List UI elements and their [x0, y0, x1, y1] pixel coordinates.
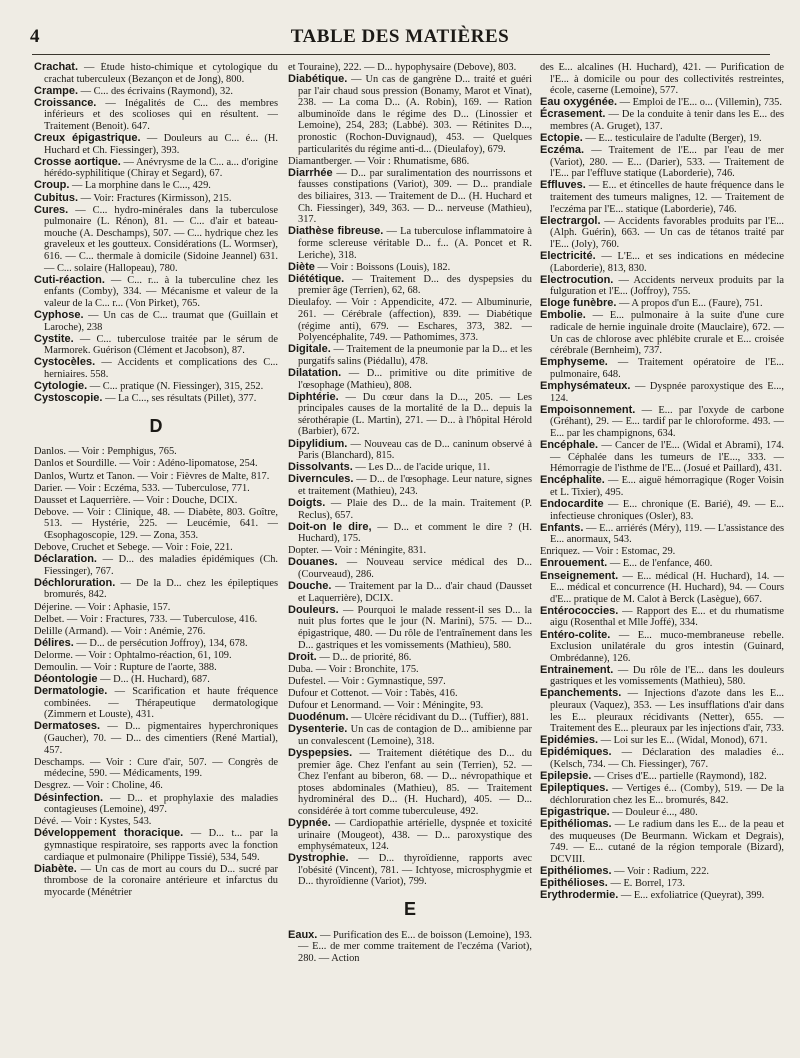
- index-entry: [288, 605, 532, 651]
- entry-headword: Epithéliomes.: [540, 864, 612, 877]
- entry-text: — D... thyroïdienne, rapports avec l'obésité (Vincent), 781. — Ichtyose, microsphygmie et D... thyroïdienne (Variot), 799.: [298, 853, 532, 888]
- index-entry: [34, 98, 278, 133]
- entry-text: — D... primitive ou dite primitive de l'œsophage (Mathieu), 808.: [298, 367, 532, 391]
- entry-headword: Doigts.: [288, 496, 326, 509]
- entry-text: — Voir : Boissons (Louis), 182.: [314, 261, 451, 273]
- index-entry: [540, 298, 784, 310]
- index-entry: [34, 180, 278, 192]
- index-entry: [540, 310, 784, 356]
- entry-headword: Epanchements.: [540, 687, 622, 700]
- entry-text: Desgrez. — Voir : Choline, 46.: [34, 780, 163, 792]
- index-entry: [288, 344, 532, 367]
- entry-headword: Cuti-réaction.: [34, 273, 105, 286]
- entry-text: Déjerine. — Voir : Aphasie, 157.: [34, 601, 171, 613]
- index-entry: [34, 757, 278, 780]
- index-entry: [34, 626, 278, 638]
- index-entry: [540, 630, 784, 665]
- index-entry: [540, 819, 784, 865]
- entry-headword: Développement thoracique.: [34, 827, 184, 840]
- entry-text: — Purification des E... de boisson (Lemoine), 193. — E... de mer comme traitement de l'eczéma (Variot), 280. — Action: [298, 929, 532, 964]
- entry-headword: Diarrhée: [288, 166, 333, 179]
- entry-text: — C... des écrivains (Raymond), 32.: [78, 85, 233, 97]
- entry-text: — Traitement de l'E... par l'eau de mer (Variot), 280. — E... (Darier), 533. — Traitement de l'E... par l'effluve statique (Laborderie), 746.: [550, 145, 784, 180]
- entry-headword: Embolie.: [540, 309, 586, 322]
- entry-headword: Délires.: [34, 636, 74, 649]
- entry-headword: Enfants.: [540, 521, 584, 534]
- entry-text: — Du rôle de l'E... dans les douleurs gastriques et les vomissements (Mathieu), 580.: [550, 664, 784, 688]
- entry-text: — Un cas de gangrène D... traité et guéri par l'air chaud sous pression (Bonamy, Marot et Vinat), 238. — La coma D... (A. Robin), 169. — Ration albuminoïde dans le régime des D... (Linossier et Lemoine), 254, 283; (Labbé). 303. — Rétinites D..., pronostic (Rochon-Duvignaud), 453. — Quelques particularités du régime anti-d... (Dieulafoy), 679.: [298, 74, 532, 155]
- section-letter: D: [149, 415, 163, 436]
- entry-headword: Droit.: [288, 650, 317, 663]
- entry-headword: Cystoscopie.: [34, 392, 103, 405]
- entry-headword: Epilepsie.: [540, 770, 592, 783]
- entry-text: et Touraine), 222. — D... hypophysaire (Debove), 803.: [288, 62, 517, 73]
- entry-headword: Diabétique.: [288, 73, 348, 86]
- entry-text: — Accidents favorables produits par l'E... (Alph. Guérin), 663. — Un cas de tétanos traité par l'E... (Joly), 760.: [550, 215, 784, 250]
- index-entry: [540, 523, 784, 546]
- entry-headword: Encéphalite.: [540, 474, 605, 487]
- entry-headword: Déchloruration.: [34, 576, 116, 589]
- index-entry: [34, 721, 278, 756]
- index-entry: [288, 712, 532, 724]
- entry-headword: Déclaration.: [34, 553, 97, 566]
- index-entry: [540, 771, 784, 783]
- entry-headword: Epigastrique.: [540, 805, 610, 818]
- entry-text: — Cancer de l'E... (Widal et Abrami), 174. — Céphalée dans les tumeurs de l'E..., 333. — Hémorragie de l'isthme de l'E... (Josué et Paillard), 431.: [550, 440, 784, 475]
- entry-text: — E... aiguë hémorragique (Roger Voisin et L. Tixier), 495.: [550, 475, 784, 498]
- entry-headword: Dipylidium.: [288, 437, 348, 450]
- entry-text: — Traitement diététique des D... du premier âge. Chez l'enfant au sein (Terrien), 52. — Chez l'enfant au biberon, 68. — D... névropathique et ptoses abdominales (Mathieu), 85. — Traitement hydrominéral des D... (H. Huchard), 405. — D... considérée à tort comme tuberculeuse, 492.: [298, 747, 532, 817]
- entry-headword: Douleurs.: [288, 603, 339, 616]
- index-entry: [288, 748, 532, 818]
- entry-text: — Nouveau service médical des D... (Courveaud), 286.: [298, 557, 532, 581]
- entry-text: — Dyspnée paroxystique des E..., 124.: [550, 381, 784, 404]
- index-entry: [540, 606, 784, 629]
- index-entry: [34, 86, 278, 98]
- entry-headword: Entéro-colite.: [540, 628, 611, 641]
- entry-text: — Traitement par la D... d'air chaud (Dausset et Laquerrière), DCIX.: [298, 581, 532, 604]
- entry-text: Diamantberger. — Voir : Rhumatisme, 686.: [288, 155, 470, 167]
- index-entry: [540, 251, 784, 274]
- index-entry: [540, 890, 784, 902]
- index-entry: [540, 405, 784, 440]
- entry-headword: Eczéma.: [540, 144, 585, 157]
- entry-text: — La C..., ses résultats (Pillet), 377.: [102, 393, 257, 405]
- entry-text: Enriquez. — Voir : Estomac, 29.: [540, 546, 676, 558]
- index-entry: [288, 498, 532, 521]
- entry-text: — Ulcère récidivant du D... (Tuffier), 881.: [348, 712, 529, 724]
- index-entry: [540, 866, 784, 878]
- index-entry: [288, 724, 532, 747]
- entry-headword: Dypnée.: [288, 817, 331, 829]
- entry-text: — Scarification et haute fréquence combinées. — Thérapeutique dermatologique (Zimmern et Louste), 431.: [44, 686, 278, 721]
- index-entry: [288, 168, 532, 226]
- index-entry: [288, 392, 532, 438]
- section-letter: E: [403, 899, 416, 920]
- index-entry: [34, 554, 278, 577]
- entry-headword: Epidémies.: [540, 734, 599, 747]
- index-entry: [288, 818, 532, 853]
- entry-headword: Empoisonnement.: [540, 403, 636, 416]
- entry-headword: Electrargol.: [540, 214, 601, 227]
- index-entry: [288, 930, 532, 965]
- index-entry: [34, 458, 278, 470]
- entry-text: — La morphine dans le C..., 429.: [69, 180, 211, 192]
- index-entry: [288, 262, 532, 274]
- entry-text: — E... de l'enfance, 460.: [607, 558, 713, 570]
- index-entry: [34, 275, 278, 310]
- entry-headword: Encéphale.: [540, 439, 599, 451]
- entry-headword: Epithéliomas.: [540, 818, 612, 830]
- entry-text: — La tuberculose inflammatoire à forme sclereuse véritable D... f... (A. Poncet et R. Leriche), 318.: [298, 226, 532, 261]
- entry-text: — E... par l'oxyde de carbone (Gréhant), 29. — E... tardif par le chloroforme. 493. — E... par les champignons, 634.: [550, 404, 784, 439]
- entry-headword: Emphyseme.: [540, 356, 608, 369]
- index-entry: [288, 522, 532, 545]
- entry-headword: Enseignement.: [540, 569, 619, 582]
- index-entry: [34, 446, 278, 458]
- index-entry: [540, 878, 784, 890]
- index-entry: [34, 393, 278, 405]
- entry-text: — E... chronique (E. Barié), 49. — E... infectieuse chroniques (Osler), 83.: [550, 498, 784, 522]
- index-entry: [288, 700, 532, 712]
- entry-text: Debove. — Voir : Clinique, 48. — Diabète, 803. Goître, 513. — Hystérie, 225. — Leucémie, 641. — Œsophagoscopie, 129. — Zona, 353.: [34, 506, 278, 541]
- index-entry: [540, 62, 784, 97]
- page-title: TABLE DES MATIÈRES: [290, 26, 510, 47]
- entry-text: — D... pigmentaires hyperchroniques (Gaucher), 70. — D... des cimentiers (René Martial), 457.: [44, 721, 278, 756]
- entry-text: Dieulafoy. — Voir : Appendicite, 472. — Albuminurie, 261. — Cérébrale (affection), 839. — Diabétique (régime anti), 679. — Eschares, 373, 382. — Polyencéphalite, 749. — Pathomimes, 373.: [288, 297, 532, 344]
- entry-headword: Endocardite: [540, 497, 604, 510]
- entry-text: — E. Borrel, 173.: [607, 877, 685, 889]
- entry-headword: Epileptiques.: [540, 782, 609, 795]
- entry-text: — E... pulmonaire à la suite d'une cure radicale de hernie inguinale droite (Mauclaire), 672. — Un cas de chlorose avec phlébite crurale et E... croisée cérébrale (Bernheim), 737.: [550, 310, 784, 357]
- entry-headword: Diététique.: [288, 272, 345, 285]
- entry-text: — Traitement D... des dyspepsies du premier âge (Terrien), 62, 68.: [298, 273, 532, 297]
- index-entry: [34, 662, 278, 674]
- entry-text: Darier. — Voir : Eczéma, 533. — Tuberculose, 771.: [34, 482, 250, 494]
- index-entry: [540, 357, 784, 380]
- entry-text: — E... exfoliatrice (Queyrat), 399.: [618, 890, 765, 902]
- entry-text: — Douleur é..., 480.: [609, 806, 698, 818]
- entry-headword: Erythrodermie.: [540, 889, 619, 902]
- index-entry: [540, 558, 784, 570]
- entry-headword: Cyphose.: [34, 308, 84, 321]
- entry-text: Delille (Armand). — Voir : Anémie, 276.: [34, 625, 206, 637]
- entry-headword: Cures.: [34, 203, 69, 216]
- entry-text: — A propos d'un E... (Faure), 751.: [616, 298, 763, 310]
- entry-text: — Injections d'azote dans les E... pleuraux (Vaquez), 353. — Les insufflations d'air dans les E... pleuraux récidivants (Netter), 655. — Traitement des E... pleuraux par les injections d'air, 733.: [550, 688, 784, 735]
- index-column-1: [34, 62, 278, 1054]
- entry-headword: Dilatation.: [288, 366, 342, 379]
- index-entry: [540, 665, 784, 688]
- index-entry: [34, 650, 278, 662]
- index-column-3: [540, 62, 784, 1054]
- entry-headword: Eloge funèbre.: [540, 297, 617, 310]
- entry-text: — E... testiculaire de l'adulte (Berger), 19.: [582, 133, 762, 145]
- index-entry: [540, 499, 784, 522]
- index-entry: [34, 793, 278, 816]
- index-entry: [288, 853, 532, 888]
- entry-text: — Traitement opératoire de l'E... pulmonaire, 648.: [550, 357, 784, 380]
- entry-headword: Cytologie.: [34, 380, 88, 393]
- entry-text: — Cardiopathie artérielle, dyspnée et toxicité urinaire (Mougeot), 438. — D... paroxystique des emphysémateux, 124.: [298, 818, 532, 853]
- entry-text: — Les D... de l'acide urique, 11.: [352, 462, 490, 474]
- header-rule: [32, 54, 770, 55]
- entry-text: — E... arriérés (Méry), 119. — L'assistance des E... anormaux, 543.: [550, 522, 784, 546]
- entry-text: — Accidents et complications des C... herniaires. 558.: [44, 357, 278, 380]
- index-entry: [288, 439, 532, 462]
- entry-text: — Du cœur dans la D..., 205. — Les principales causes de la mortalité de la D... depuis la sérothérapie (L. Martin), 271. — D... à l'hôpital Hérold (Barbier), 672.: [298, 391, 532, 438]
- entry-headword: Diverncules.: [288, 473, 354, 486]
- index-entry: [288, 688, 532, 700]
- index-entry: [288, 74, 532, 155]
- index-entry: [34, 193, 278, 205]
- index-entry: [540, 109, 784, 132]
- entry-text: Dufestel. — Voir : Gymnastique, 597.: [288, 675, 446, 687]
- index-entry: [288, 274, 532, 297]
- entry-text: des E... alcalines (H. Huchard), 421. — Purification de l'E... à domicile ou pour des collectivités restreintes, école, caserne (Lemoine), 577.: [540, 62, 784, 97]
- index-column-2: [288, 62, 532, 1054]
- entry-text: — C... pratique (N. Fiessinger), 315, 252.: [87, 381, 264, 393]
- index-entry: [288, 557, 532, 580]
- index-entry: [34, 62, 278, 85]
- entry-headword: Creux épigastrique.: [34, 132, 141, 145]
- entry-headword: Crosse aortique.: [34, 155, 121, 168]
- entry-text: — Déclaration des maladies é... (Kelsch, 734. — Ch. Fiessinger), 767.: [550, 747, 784, 771]
- entry-text: Danlos. — Voir : Pemphigus, 765.: [34, 446, 177, 458]
- entry-text: — De la D... chez les épileptiques bromurés, 842.: [44, 577, 278, 601]
- index-entry: [540, 145, 784, 180]
- index-entry: [540, 571, 784, 606]
- entry-text: — D... des maladies épidémiques (Ch. Fiessinger), 767.: [44, 554, 278, 577]
- index-entry: [34, 638, 278, 650]
- entry-headword: Eaux.: [288, 928, 318, 941]
- index-entry: [34, 614, 278, 626]
- entry-headword: Dermatologie.: [34, 685, 108, 698]
- entry-headword: Dystrophie.: [288, 852, 349, 865]
- index-entry: [540, 475, 784, 498]
- index-entry: [540, 440, 784, 475]
- entry-headword: Déontologie: [34, 673, 98, 686]
- index-entry: [288, 581, 532, 604]
- entry-headword: Doit-on le dire,: [288, 520, 372, 533]
- index-entry: [34, 133, 278, 156]
- entry-text: — E... médical (H. Huchard), 14. — E... médical et concurrence (H. Huchard), 94. — Cours d'E... pratique de M. Calot à Berck (Lasègue), 667.: [550, 570, 784, 605]
- entry-text: — Vertiges é... (Comby), 519. — De la déchloruration chez les E... bromurés, 842.: [550, 783, 784, 806]
- entry-text: — D... t... par la gymnastique respiratoire, ses rapports avec la fonction cardiaque et pulmonaire (Philippe Tissié), 534, 549.: [44, 828, 278, 863]
- entry-headword: Désinfection.: [34, 791, 104, 804]
- entry-headword: Eau oxygénée.: [540, 96, 618, 109]
- index-entry: [288, 474, 532, 497]
- entry-headword: Duodénum.: [288, 711, 349, 724]
- entry-headword: Ectopie.: [540, 132, 583, 145]
- index-entry: [288, 156, 532, 168]
- entry-text: Deschamps. — Voir : Cure d'air, 507. — Congrès de médecine, 590. — Médicaments, 199.: [34, 756, 278, 780]
- entry-text: Debove, Cruchet et Sebege. — Voir : Foie, 221.: [34, 542, 233, 554]
- entry-text: — Crises d'E... partielle (Raymond), 182.: [591, 771, 767, 783]
- entry-text: — D... (H. Huchard), 687.: [97, 674, 210, 686]
- index-entry: [34, 471, 278, 483]
- entry-text: Dausset et Laquerrière. — Voir : Douche, DCIX.: [34, 494, 238, 506]
- index-entry: [34, 686, 278, 721]
- entry-text: — D... de l'œsophage. Leur nature, signes et traitement (Mathieu), 243.: [298, 474, 532, 497]
- index-entry: [34, 578, 278, 601]
- entry-text: — Traitement de la pneumonie par la D... et les purgatifs salins (Piédallu), 478.: [298, 344, 532, 367]
- index-entry: [288, 664, 532, 676]
- index-entry: [34, 507, 278, 542]
- entry-headword: Diathèse fibreuse.: [288, 225, 384, 238]
- index-entry: [34, 157, 278, 180]
- entry-text: — Anévrysme de la C... a... d'origine hérédo-syphilitique (Chiray et Segard), 67.: [44, 156, 278, 180]
- entry-text: Dopter. — Voir : Méningite, 831.: [288, 545, 427, 557]
- index-entry: [34, 205, 278, 275]
- entry-headword: Cystocèles.: [34, 356, 96, 369]
- entry-text: — Le radium dans les E... de la peau et des muqueuses (De Beurmann. Wickam et Degrais), 749. — E... cutané de la région temporale (Bizard), DCVIII.: [550, 819, 784, 865]
- entry-text: — E... muco-membraneuse rebelle. Exclusion unilatérale du gros intestin (Guinard, Ombrédanne), 126.: [550, 629, 784, 664]
- entry-headword: Enrouement.: [540, 557, 608, 570]
- entry-headword: Douanes.: [288, 556, 338, 569]
- index-entry: [34, 334, 278, 357]
- entry-text: Danlos, Wurtz et Tanon. — Voir : Fièvres de Malte, 817.: [34, 470, 270, 482]
- index-entry: [34, 381, 278, 393]
- index-entry: [288, 62, 532, 74]
- entry-text: — Un cas de mort au cours du D... sucré par thrombose de la coronaire antérieure et infarctus du myocarde (Ménétrier: [44, 863, 278, 898]
- entry-text: — Loi sur les E... (Widal, Monod), 671.: [598, 735, 768, 747]
- index-entry: [288, 545, 532, 557]
- entry-text: Duba. — Voir : Bronchite, 175.: [288, 663, 419, 675]
- entry-headword: Electricité.: [540, 250, 596, 262]
- entry-text: — De la conduite à tenir dans les E... des membres (A. Gruget), 137.: [550, 109, 784, 132]
- index-entry: [288, 462, 532, 474]
- entry-text: — C... r... à la tuberculine chez les enfants (Comby), 334. — Mécanisme et valeur de la valeur de la C... r... (Von Pirket), 765.: [44, 274, 278, 309]
- entry-text: — Voir : Radium, 222.: [611, 865, 709, 877]
- entry-text: — Accidents nerveux produits par la fulguration et l'E... (Joffroy), 755.: [550, 274, 784, 298]
- entry-text: — Nouveau cas de D... caninum observé à Paris (Blanchard), 815.: [298, 438, 532, 462]
- index-entry: [34, 780, 278, 792]
- entry-text: — C... hydro-minérales dans la tuberculose pulmonaire (L. Rénon), 81. — C... d'air et bateau-mouche (A. Deschamps), 507. — C... hydrique chez les graveleux et les goutteux. Considérations (L. Wormser), 616. — C... thermale à domicile (Sidoine Jeannel) 631. — C... solaire (Hallopeau), 780.: [44, 204, 278, 274]
- entry-text: — C... tuberculose traitée par le sérum de Marmorek. Guérison (Clément et Jacobson), 87.: [44, 333, 278, 357]
- entry-text: — Voir: Fractures (Kirmisson), 215.: [78, 192, 232, 204]
- index-entry: [540, 688, 784, 734]
- index-entry: [288, 368, 532, 391]
- index-entry: [34, 602, 278, 614]
- entry-headword: Diphtérie.: [288, 390, 339, 403]
- index-entry: [288, 297, 532, 343]
- index-entry: [540, 735, 784, 747]
- index-entry: [540, 783, 784, 806]
- index-entry: [34, 495, 278, 507]
- entry-headword: Entrainement.: [540, 663, 614, 676]
- entry-text: — Plaie des D... de la main. Traitement (P. Reclus), 657.: [298, 497, 532, 521]
- index-entry: [288, 226, 532, 261]
- index-entry: [540, 546, 784, 558]
- index-entry: [34, 828, 278, 863]
- entry-headword: Dissolvants.: [288, 461, 353, 474]
- entry-text: — Emploi de l'E... o... (Villemin), 735.: [617, 97, 782, 109]
- entry-text: — Étude histo-chimique et cytologique du crachat tuberculeux (Bezançon et de Jong), 800.: [44, 62, 278, 85]
- entry-headword: Electrocution.: [540, 273, 614, 286]
- index-entry: [34, 816, 278, 828]
- entry-headword: Epithélioses.: [540, 876, 608, 889]
- index-entry: [34, 864, 278, 899]
- index-entry: [540, 747, 784, 770]
- index-entry: [288, 652, 532, 664]
- index-entry: [540, 381, 784, 404]
- index-entry: [540, 275, 784, 298]
- entry-headword: Diète: [288, 260, 315, 273]
- entry-text: — D... et comment le dire ? (H. Huchard), 175.: [298, 521, 532, 545]
- entry-text: Danlos et Sourdille. — Voir : Adéno-lipomatose, 254.: [34, 458, 258, 470]
- entry-text: Un cas de contagion de D... amibienne par un convalescent (Lemoine), 318.: [298, 724, 532, 747]
- entry-text: — Rapport des E... et du rhumatisme aigu (Rosenthal et Mlle Joffé), 334.: [550, 605, 784, 629]
- entry-headword: Dysenterie.: [288, 723, 348, 736]
- entry-text: Delorme. — Voir : Ophtalmo-réaction, 61, 109.: [34, 649, 232, 661]
- index-entry: [540, 807, 784, 819]
- index-entry: [34, 357, 278, 380]
- entry-text: Dufour et Cottenot. — Voir : Tabès, 416.: [288, 687, 458, 699]
- entry-headword: Cystite.: [34, 332, 74, 345]
- entry-headword: Croup.: [34, 179, 70, 192]
- index-entry: [540, 216, 784, 251]
- entry-text: Dufour et Lenormand. — Voir : Méningite, 93.: [288, 700, 484, 712]
- entry-text: — Pourquoi le malade ressent-il ses D... la nuit plus fortes que le jour (N. Marini), 575. — D... épigastrique, 480. — Du rôle de l'entraînement dans les D... gastriques et les vomissements (Mathieu), 580.: [298, 604, 532, 651]
- entry-text: — D... et prophylaxie des maladies contagieuses (Lemoine), 497.: [44, 792, 278, 816]
- entry-headword: Entérococcies.: [540, 604, 619, 617]
- entry-headword: Emphysémateux.: [540, 380, 631, 393]
- index-entry: [540, 133, 784, 145]
- entry-headword: Croissance.: [34, 96, 97, 109]
- page-number: 4: [30, 26, 40, 47]
- entry-text: — D... de persécution Joffroy), 134, 678.: [73, 637, 248, 649]
- entry-headword: Crampe.: [34, 84, 79, 97]
- index-entry: [288, 676, 532, 688]
- entry-headword: Écrasement.: [540, 108, 606, 121]
- entry-text: — Un cas de C... traumat que (Guillain et Laroche), 238: [44, 309, 278, 333]
- entry-headword: Dermatoses.: [34, 720, 101, 733]
- entry-headword: Douche.: [288, 580, 332, 593]
- entry-text: Dévé. — Voir : Kystes, 543.: [34, 816, 152, 828]
- entry-headword: Effluves.: [540, 179, 586, 192]
- entry-text: — L'E... et ses indications en médecine (Laborderie), 813, 830.: [550, 251, 784, 274]
- entry-headword: Cubitus.: [34, 191, 78, 204]
- entry-text: — D... de priorité, 86.: [316, 651, 412, 663]
- entry-text: — Douleurs au C... é... (H. Huchard et Ch. Fiessinger), 393.: [44, 133, 278, 156]
- index-entry: [34, 483, 278, 495]
- entry-text: — E... et étincelles de haute fréquence dans le traitement des tumeurs malignes, 12. — Traitement de l'eczéma par l'E... statique (Laborderie), 746.: [550, 180, 784, 215]
- index-entry: [34, 674, 278, 686]
- index-entry: [34, 542, 278, 554]
- entry-headword: Diabète.: [34, 862, 77, 875]
- entry-headword: Dyspepsies.: [288, 746, 353, 759]
- entry-text: — D... par suralimentation des nourrissons et fausses constipations (Variot), 309. — D... prandiale des biliaires, 313. — Traitement de D... (H. Huchard et Ch. Fiessinger), 349, 363. — D... nerveuse (Mathieu), 317.: [298, 167, 532, 226]
- entry-headword: Crachat.: [34, 62, 79, 73]
- entry-text: Delbet. — Voir : Fractures, 733. — Tuberculose, 416.: [34, 613, 258, 625]
- entry-text: — Inégalités de C... des membres inférieurs et des scolioses qui en résultent. — Traitement (Benoit). 647.: [44, 97, 278, 132]
- index-entry: [540, 180, 784, 215]
- entry-headword: Epidémiques.: [540, 746, 612, 759]
- index-entry: [34, 310, 278, 333]
- entry-text: Demoulin. — Voir : Rupture de l'aorte, 388.: [34, 662, 217, 673]
- entry-headword: Digitale.: [288, 343, 331, 356]
